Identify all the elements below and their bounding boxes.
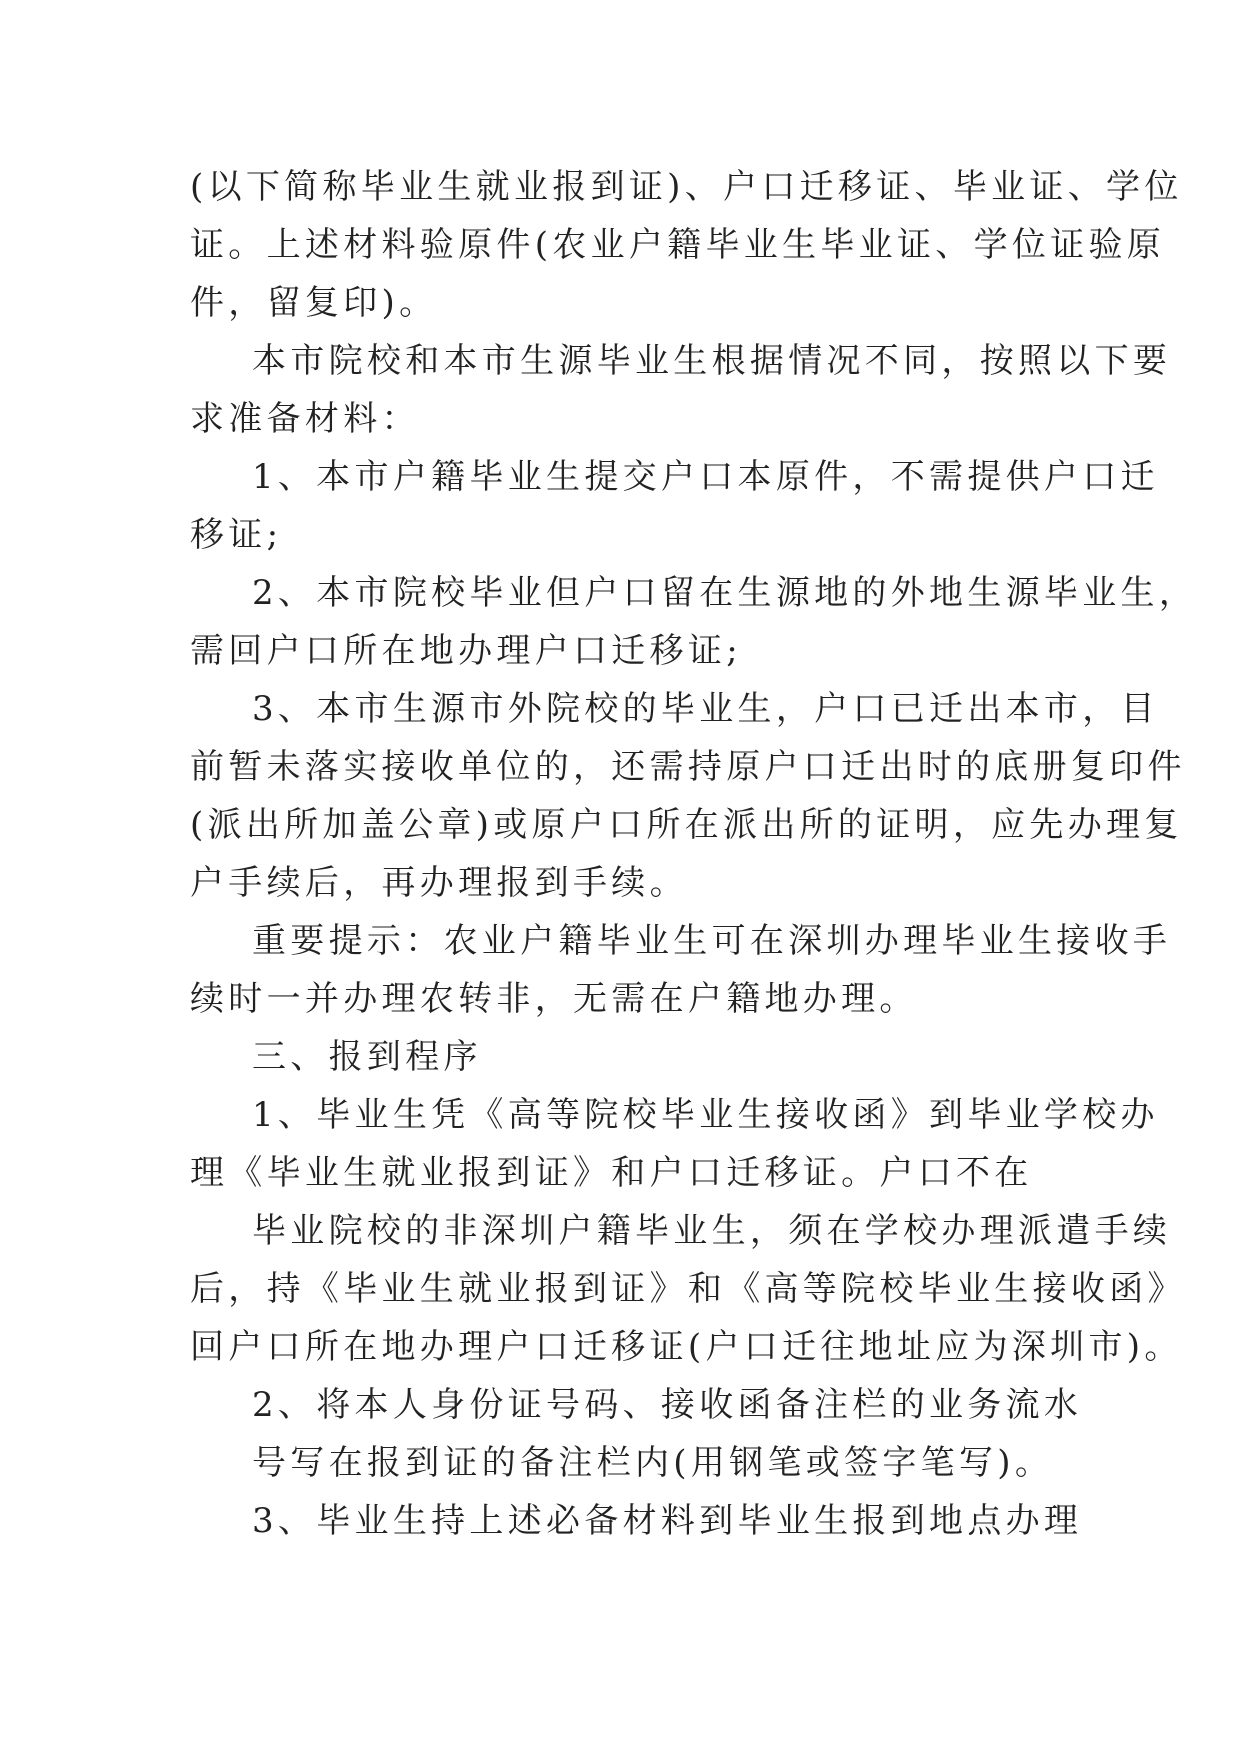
text-line: 毕业院校的非深圳户籍毕业生，须在学校办理派遣手续	[252, 1211, 1172, 1251]
text-line: 重要提示：农业户籍毕业生可在深圳办理毕业生接收手	[252, 921, 1172, 961]
text-line: 1、毕业生凭《高等院校毕业生接收函》到毕业学校办	[252, 1095, 1159, 1135]
document-body	[190, 158, 1198, 1550]
text-line: 回户口所在地办理户口迁移证(户口迁往地址应为深圳市)。	[190, 1327, 1183, 1367]
text-line: 证。上述材料验原件(农业户籍毕业生毕业证、学位证验原	[190, 225, 1166, 265]
text-line: 号写在报到证的备注栏内(用钢笔或签字笔写)。	[252, 1443, 1054, 1483]
text-line: (以下简称毕业生就业报到证)、户口迁移证、毕业证、学位	[190, 167, 1183, 207]
text-line: 本市院校和本市生源毕业生根据情况不同，按照以下要	[252, 341, 1172, 381]
text-line: 续时一并办理农转非，无需在户籍地办理。	[190, 979, 918, 1019]
text-line: 前暂未落实接收单位的，还需持原户口迁出时的底册复印件	[190, 747, 1186, 787]
text-line: 需回户口所在地办理户口迁移证;	[190, 631, 742, 671]
text-line: 移证;	[190, 515, 283, 555]
text-line: 3、毕业生持上述必备材料到毕业生报到地点办理	[252, 1501, 1083, 1541]
text-line: 求准备材料：	[190, 399, 420, 439]
text-line: 2、本市院校毕业但户口留在生源地的外地生源毕业生，	[252, 573, 1198, 613]
text-line: 理《毕业生就业报到证》和户口迁移证。户口不在	[190, 1153, 1033, 1193]
text-line: 2、将本人身份证号码、接收函备注栏的业务流水	[252, 1385, 1083, 1425]
text-line: (派出所加盖公章)或原户口所在派出所的证明，应先办理复	[190, 805, 1183, 845]
text-line: 3、本市生源市外院校的毕业生，户口已迁出本市，目	[252, 689, 1159, 729]
text-line: 1、本市户籍毕业生提交户口本原件，不需提供户口迁	[252, 457, 1159, 497]
text-line: 件，留复印)。	[190, 283, 438, 323]
text-line: 三、报到程序	[252, 1037, 482, 1077]
text-line: 户手续后，再办理报到手续。	[190, 863, 688, 903]
text-line: 后，持《毕业生就业报到证》和《高等院校毕业生接收函》	[190, 1269, 1186, 1309]
